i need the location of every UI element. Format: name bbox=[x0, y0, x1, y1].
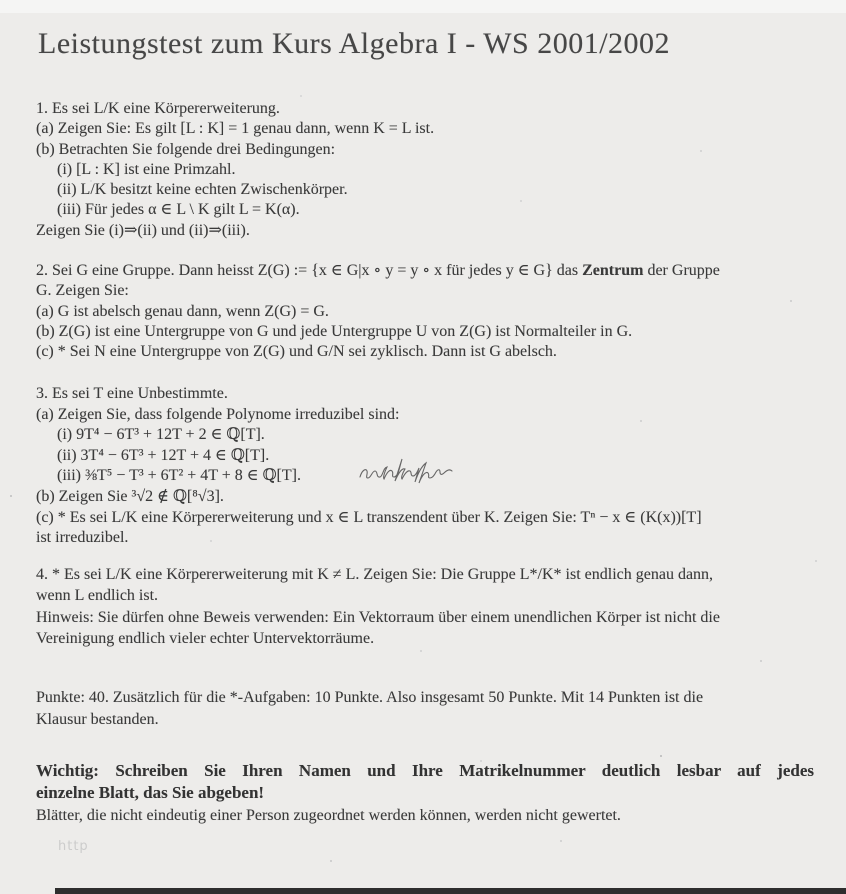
defined-term: Zentrum bbox=[582, 262, 644, 279]
doc-line: Hinweis: Sie dürfen ohne Beweis verwenden: Ein Vektorraum über einem unendlichen Körper ist nicht die bbox=[36, 608, 720, 626]
doc-text: 2. Sei G eine Gruppe. Dann heisst Z(G) := {x ∈ G|x ∘ y = y ∘ x für jedes y ∈ G} das bbox=[36, 262, 583, 279]
doc-line: (iii) Für jedes α ∈ L \ K gilt L = K(α). bbox=[57, 201, 300, 219]
doc-line: wenn L endlich ist. bbox=[36, 587, 159, 605]
problem-1 bbox=[36, 99, 814, 241]
doc-line: (i) 9T⁴ − 6T³ + 12T + 2 ∈ ℚ[T]. bbox=[57, 426, 265, 444]
doc-line: Zeigen Sie (i)⇒(ii) und (ii)⇒(iii). bbox=[36, 221, 250, 239]
doc-line: 1. Es sei L/K eine Körpererweiterung. bbox=[36, 100, 280, 117]
doc-line: Klausur bestanden. bbox=[36, 710, 159, 728]
scan-top-band bbox=[0, 0, 846, 13]
doc-line: 3. Es sei T eine Unbestimmte. bbox=[36, 385, 228, 402]
doc-line: (i) [L : K] ist eine Primzahl. bbox=[57, 160, 236, 178]
points-note bbox=[36, 687, 814, 730]
scan-noise bbox=[0, 0, 2, 2]
doc-line bbox=[36, 261, 814, 281]
doc-line: (a) Zeigen Sie: Es gilt [L : K] = 1 genau dann, wenn K = L ist. bbox=[36, 120, 435, 138]
doc-line-bold: einzelne Blatt, das Sie abgeben! bbox=[36, 783, 265, 803]
important-note bbox=[36, 760, 814, 827]
doc-line: (iii) ⅜T⁵ − T³ + 6T² + 4T + 8 ∈ ℚ[T]. bbox=[57, 467, 301, 485]
doc-line: (c) * Sei N eine Untergruppe von Z(G) und G/N sei zyklisch. Dann ist G abelsch. bbox=[36, 343, 557, 361]
doc-line: (c) * Es sei L/K eine Körpererweiterung und x ∈ L transzendent über K. Zeigen Sie: Tⁿ − x ∈ (K(x))[T] bbox=[36, 508, 702, 526]
doc-line: 4. * Es sei L/K eine Körpererweiterung mit K ≠ L. Zeigen Sie: Die Gruppe L*/K* ist endlich genau dann, bbox=[36, 566, 714, 583]
exam-title: Leistungstest zum Kurs Algebra I - WS 2001/2002 bbox=[38, 27, 671, 60]
handwritten-annotation bbox=[354, 455, 469, 487]
doc-text: der Gruppe bbox=[643, 262, 720, 279]
doc-line-bold: Wichtig: Schreiben Sie Ihren Namen und Ihre Matrikelnummer deutlich lesbar auf jedes bbox=[36, 761, 814, 780]
scan-edge-bar bbox=[55, 888, 846, 894]
doc-line: Blätter, die nicht eindeutig einer Person zugeordnet werden können, werden nicht gewertet. bbox=[36, 806, 621, 824]
doc-line: (ii) L/K besitzt keine echten Zwischenkörper. bbox=[57, 181, 348, 199]
doc-line: G. Zeigen Sie: bbox=[36, 282, 129, 300]
doc-line: ist irreduzibel. bbox=[36, 529, 129, 547]
doc-line: (b) Betrachten Sie folgende drei Bedingungen: bbox=[36, 140, 336, 158]
doc-line: (a) G ist abelsch genau dann, wenn Z(G) = G. bbox=[36, 302, 329, 320]
doc-line: Punkte: 40. Zusätzlich für die *-Aufgaben: 10 Punkte. Also insgesamt 50 Punkte. Mit 14 Punkten ist die bbox=[36, 689, 704, 706]
doc-line: (b) Z(G) ist eine Untergruppe von G und jede Untergruppe U von Z(G) ist Normalteiler in G. bbox=[36, 322, 633, 340]
problem-2 bbox=[36, 261, 814, 362]
doc-line: (b) Zeigen Sie ³√2 ∉ ℚ[⁸√3]. bbox=[36, 487, 224, 505]
doc-line: Vereinigung endlich vieler echter Untervektorräume. bbox=[36, 629, 375, 647]
footer-watermark-text: http bbox=[58, 839, 89, 854]
problem-4 bbox=[36, 564, 814, 649]
doc-line: (a) Zeigen Sie, dass folgende Polynome irreduzibel sind: bbox=[36, 405, 400, 423]
doc-line: (ii) 3T⁴ − 6T³ + 12T + 4 ∈ ℚ[T]. bbox=[57, 446, 270, 464]
